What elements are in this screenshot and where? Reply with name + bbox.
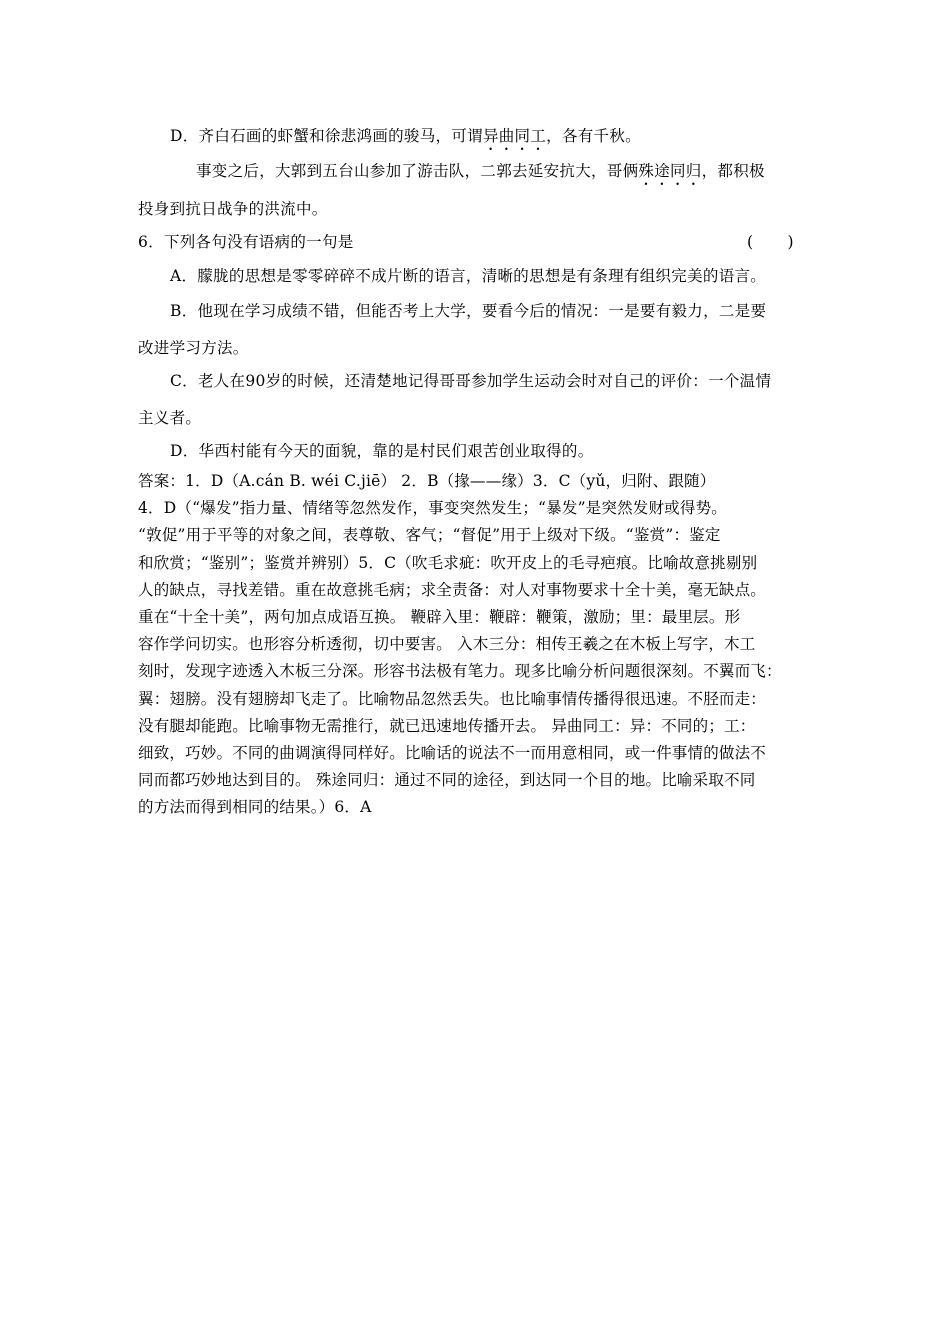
- q6-option-a: A．朦胧的思想是零零碎碎不成片断的语言，清晰的思想是有条理有组织完美的语言。: [170, 267, 767, 285]
- q5-paragraph-line1: [196, 161, 765, 189]
- q6-option-b-line2: 改进学习方法。: [138, 339, 249, 357]
- answer-line: 和欣赏；“鉴别”；鉴赏并辨别）5．C（吹毛求疵：吹开皮上的毛寻疤痕。比喻故意挑剔别: [138, 553, 758, 572]
- q5-paragraph-idiom: 殊途同归: [638, 162, 702, 180]
- q6-option-d: D．华西村能有今天的面貌，靠的是村民们艰苦创业取得的。: [170, 442, 594, 460]
- answer-line: 同而都巧妙地达到目的。 殊途同归：通过不同的途径，到达同一个目的地。比喻采取不同: [138, 771, 756, 790]
- q5-option-d: [170, 126, 641, 154]
- answer-line: 人的缺点，寻找差错。重在故意挑毛病；求全责备：对人对事物要求十全十美，毫无缺点。: [138, 580, 767, 599]
- q6-stem: 6．下列各句没有语病的一句是: [138, 233, 354, 251]
- q5-paragraph-line2: 投身到抗日战争的洪流中。: [138, 200, 328, 218]
- answers-block: [138, 468, 828, 821]
- q5-option-d-suffix: ，各有千秋。: [546, 127, 641, 145]
- answer-line: 没有腿却能跑。比喻事物无需推行，就已迅速地传播开去。 异曲同工：异：不同的；工：: [138, 716, 756, 735]
- answer-line: “敦促”用于平等的对象之间，表尊敬、客气；“督促”用于上级对下级。“鉴赏”：鉴定: [138, 526, 721, 545]
- answer-line: 细致，巧妙。不同的曲调演得同样好。比喻话的说法不一而用意相同，或一件事情的做法不: [138, 743, 767, 762]
- answer-line: 重在“十全十美”，两句加点成语互换。 鞭辟入里：鞭辟：鞭策，激励；里：最里层。形: [138, 607, 741, 626]
- q6-option-b-line1: B．他现在学习成绩不错，但能否考上大学，要看今后的情况：一是要有毅力，二是要: [170, 302, 767, 320]
- q6-option-c-line1: C．老人在90岁的时候，还清楚地记得哥哥参加学生运动会时对自己的评价：一个温情: [170, 372, 772, 390]
- answer-line: 翼：翅膀。没有翅膀却飞走了。比喻物品忽然丢失。也比喻事情传播得很迅速。不胫而走：: [138, 689, 767, 708]
- answer-line: 答案：1．D（A.cán B. wéi C.jiē） 2．B（掾——缘）3．C（yǔ，归附、跟随）: [138, 472, 716, 490]
- answer-line: 容作学问切实。也形容分析透彻，切中要害。 入木三分：相传王羲之在木板上写字，木工: [138, 635, 756, 654]
- q5-paragraph-prefix: 事变之后，大郭到五台山参加了游击队，二郭去延安抗大，哥俩: [196, 162, 639, 180]
- answer-line: 的方法而得到相同的结果。）6．A: [138, 798, 372, 817]
- q5-option-d-idiom: 异曲同工: [482, 127, 547, 145]
- q5-option-d-prefix: D．齐白石画的虾蟹和徐悲鸿画的骏马，可谓: [170, 127, 483, 145]
- answer-line: 刻时，发现字迹透入木板三分深。形容书法极有笔力。现多比喻分析问题很深刻。不翼而飞：: [138, 662, 782, 681]
- answer-line: 4．D（“爆发”指力量、情绪等忽然发作，事变突然发生；“暴发”是突然发财或得势。: [138, 499, 727, 518]
- q6-answer-paren: ( ): [747, 233, 794, 251]
- q6-option-c-line2: 主义者。: [138, 409, 202, 427]
- q5-paragraph-suffix: ，都积极: [701, 162, 765, 180]
